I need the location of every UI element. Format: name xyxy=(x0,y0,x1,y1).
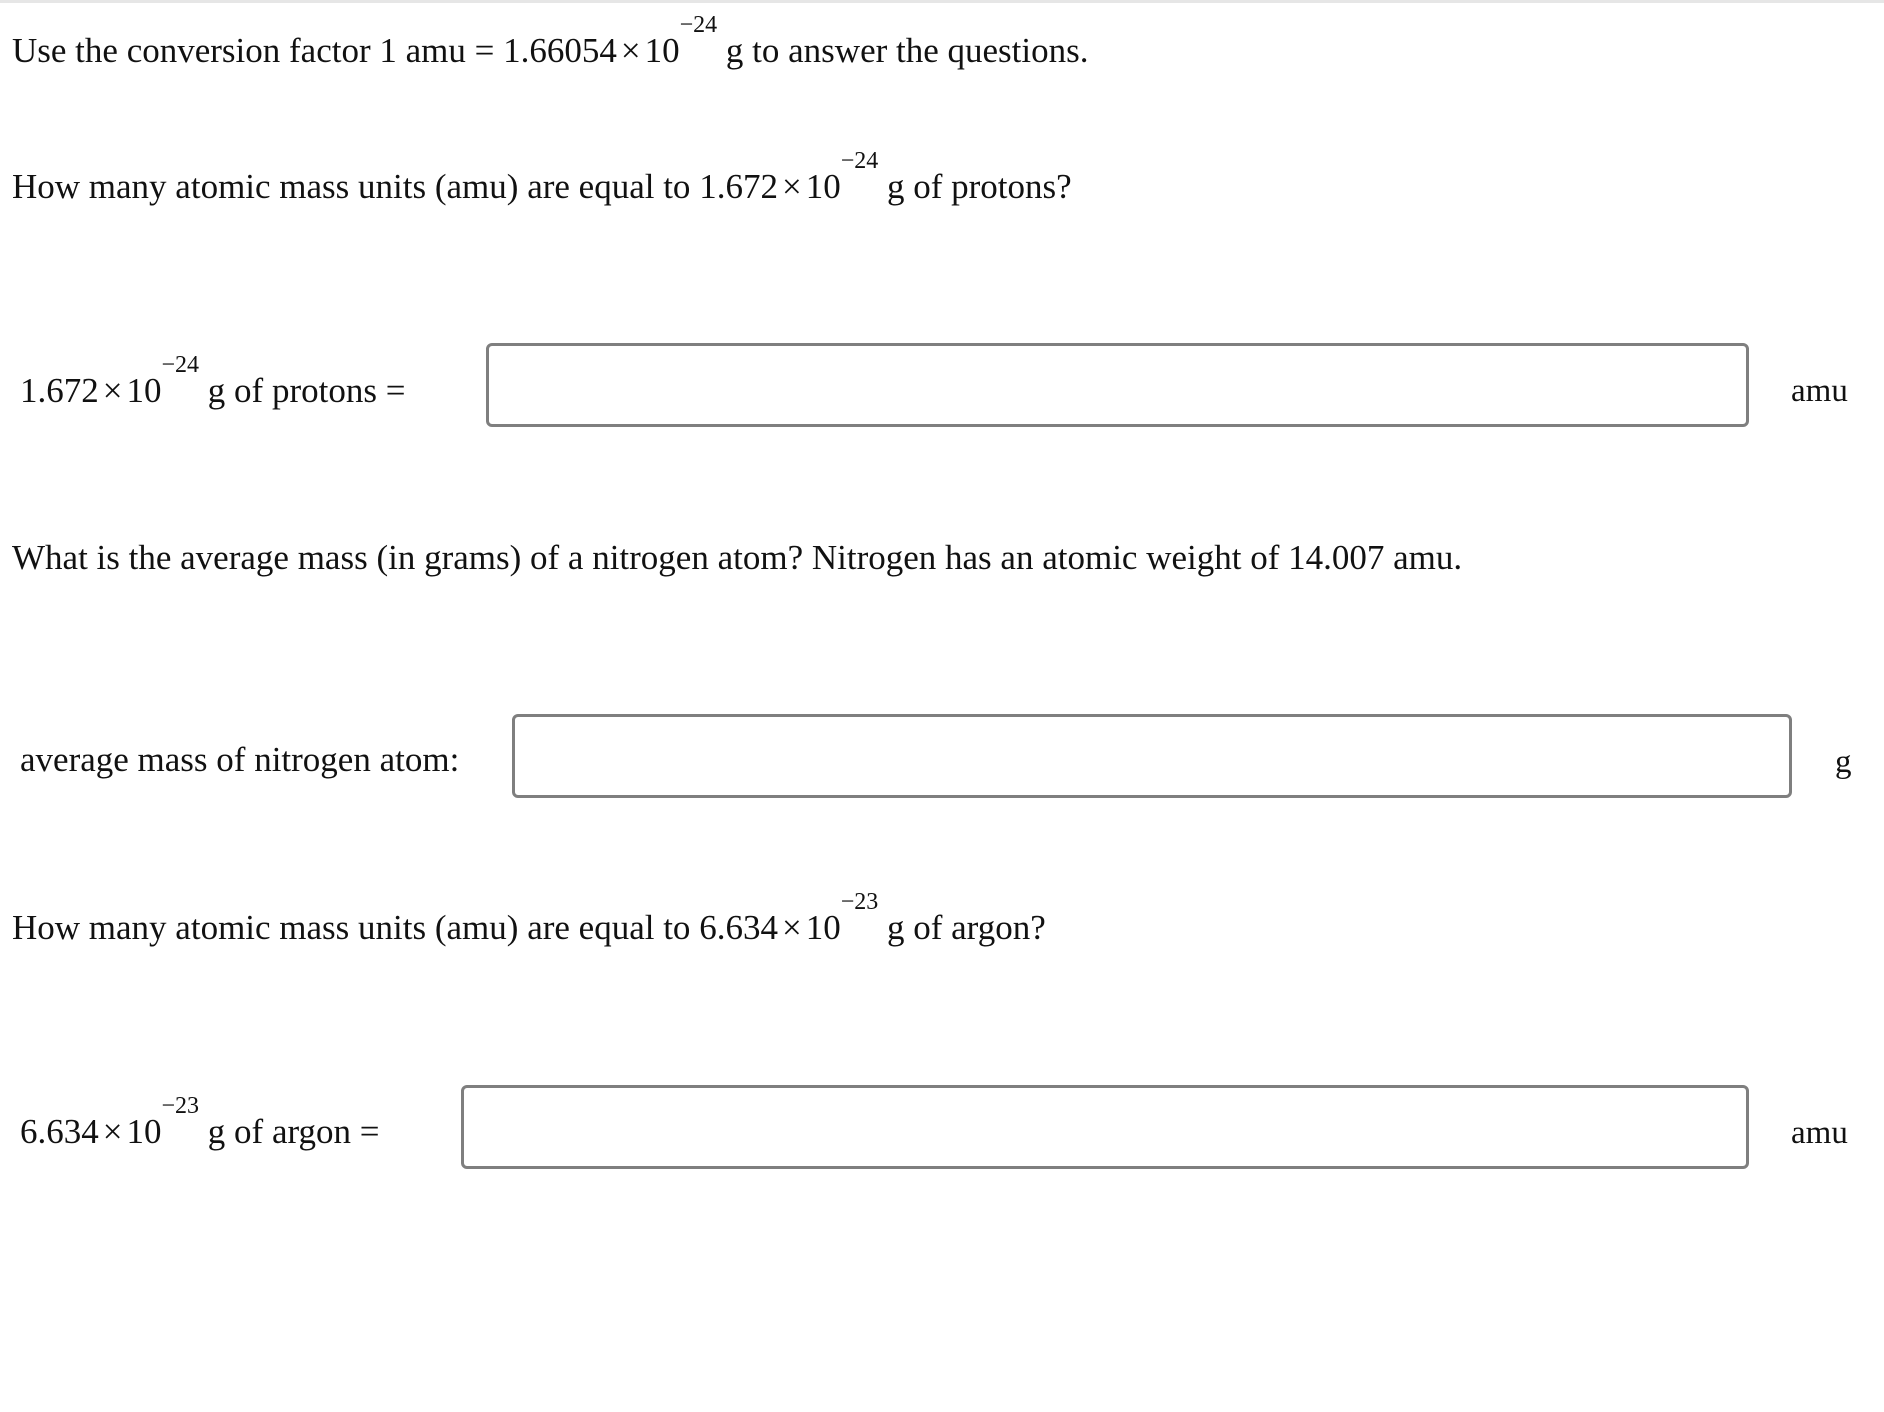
intro-prefix: Use the conversion factor 1 amu xyxy=(12,31,466,70)
intro-mantissa: 1.66054 xyxy=(503,31,617,70)
q3-prompt-times: × xyxy=(781,908,802,947)
intro-times: × xyxy=(620,31,641,70)
q3-prompt-suffix: g of argon? xyxy=(886,908,1046,947)
q1-prompt-exponent: −24 xyxy=(840,148,879,174)
q3-label-mantissa: 6.634 xyxy=(20,1112,99,1151)
q1-label-suffix: g of protons = xyxy=(207,371,406,410)
question2-answer-label: average mass of nitrogen atom: xyxy=(20,740,460,779)
intro-exponent: −24 xyxy=(679,12,718,38)
q2-unit-label: g xyxy=(1835,744,1852,780)
protons-amu-input[interactable] xyxy=(486,343,1749,427)
question3-prompt xyxy=(12,889,1046,948)
argon-amu-input[interactable] xyxy=(461,1085,1749,1169)
q1-unit-label: amu xyxy=(1791,373,1848,409)
q1-prompt-suffix: g of protons? xyxy=(886,167,1072,206)
q1-label-mantissa: 1.672 xyxy=(20,371,99,410)
question2-prompt: What is the average mass (in grams) of a nitrogen atom? Nitrogen has an atomic weight of 14.007 amu. xyxy=(12,538,1463,577)
q1-prompt-times: × xyxy=(781,167,802,206)
q1-label-exponent: −24 xyxy=(161,352,200,378)
q1-prompt-prefix: How many atomic mass units (amu) are equal to xyxy=(12,167,691,206)
q3-label-suffix: g of argon = xyxy=(207,1112,380,1151)
q1-label-base: 10 xyxy=(126,371,162,410)
q3-prompt-exponent: −23 xyxy=(840,889,879,915)
q3-prompt-mantissa: 6.634 xyxy=(699,908,778,947)
q3-label-times: × xyxy=(102,1112,123,1151)
q3-label-base: 10 xyxy=(126,1112,162,1151)
q3-prompt-prefix: How many atomic mass units (amu) are equal to xyxy=(12,908,691,947)
top-divider xyxy=(0,0,1884,3)
question1-prompt xyxy=(12,148,1072,207)
intro-suffix: g to answer the questions. xyxy=(725,31,1089,70)
nitrogen-mass-input[interactable] xyxy=(512,714,1792,798)
intro-base: 10 xyxy=(644,31,680,70)
intro-instruction xyxy=(12,12,1089,71)
q3-unit-label: amu xyxy=(1791,1115,1848,1151)
question3-answer-label xyxy=(20,1093,380,1152)
q1-prompt-mantissa: 1.672 xyxy=(699,167,778,206)
q1-prompt-base: 10 xyxy=(805,167,841,206)
intro-equals: = xyxy=(474,31,495,70)
q1-label-times: × xyxy=(102,371,123,410)
q3-prompt-base: 10 xyxy=(805,908,841,947)
question1-answer-label xyxy=(20,352,406,411)
q3-label-exponent: −23 xyxy=(161,1093,200,1119)
